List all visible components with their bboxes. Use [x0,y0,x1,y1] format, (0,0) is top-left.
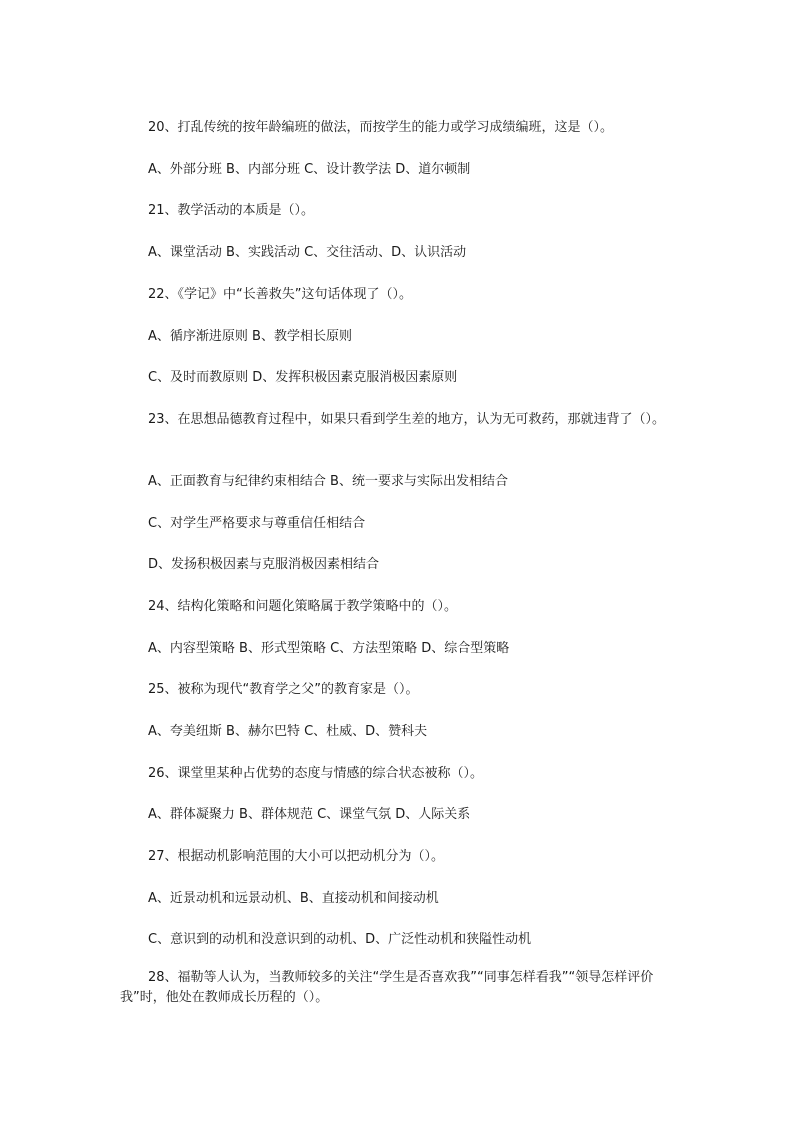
question-23: 23、在思想品德教育过程中，如果只看到学生差的地方，认为无可救药，那就违背了（）。 [148,412,666,427]
question-23-options-3: D、发扬积极因素与克服消极因素相结合 [148,557,380,572]
question-22: 22、《学记》中“长善救失”这句话体现了（）。 [148,287,413,302]
question-24-options: A、内容型策略 B、形式型策略 C、方法型策略 D、综合型策略 [148,641,510,656]
question-27-options-2: C、意识到的动机和没意识到的动机、D、广泛性动机和狭隘性动机 [148,932,532,947]
question-26-options: A、群体凝聚力 B、群体规范 C、课堂气氛 D、人际关系 [148,807,471,822]
question-25: 25、被称为现代“教育学之父”的教育家是（）。 [148,682,419,697]
question-22-options-1: A、循序渐进原则 B、教学相长原则 [148,329,352,344]
question-25-options: A、夸美纽斯 B、赫尔巴特 C、杜威、D、赞科夫 [148,724,428,739]
question-23-options-1: A、正面教育与纪律约束相结合 B、统一要求与实际出发相结合 [148,474,508,489]
question-27-options-1: A、近景动机和远景动机、B、直接动机和间接动机 [148,891,439,906]
question-20: 20、打乱传统的按年龄编班的做法，而按学生的能力或学习成绩编班，这是（）。 [148,120,614,135]
question-24: 24、结构化策略和问题化策略属于教学策略中的（）。 [148,599,458,614]
question-26: 26、课堂里某种占优势的态度与情感的综合状态被称（）。 [148,766,484,781]
question-23-options-2: C、对学生严格要求与尊重信任相结合 [148,516,366,531]
question-21-options: A、课堂活动 B、实践活动 C、交往活动、D、认识活动 [148,245,467,260]
question-22-options-2: C、及时而教原则 D、发挥积极因素克服消极因素原则 [148,370,458,385]
question-20-options: A、外部分班 B、内部分班 C、设计教学法 D、道尔顿制 [148,162,471,177]
question-27: 27、根据动机影响范围的大小可以把动机分为（）。 [148,849,445,864]
question-28: 28、福勒等人认为，当教师较多的关注“学生是否喜欢我”“同事怎样看我”“领导怎样评价我”时，他处在教师成长历程的（）。 [120,970,654,1005]
question-21: 21、教学活动的本质是（）。 [148,203,315,218]
